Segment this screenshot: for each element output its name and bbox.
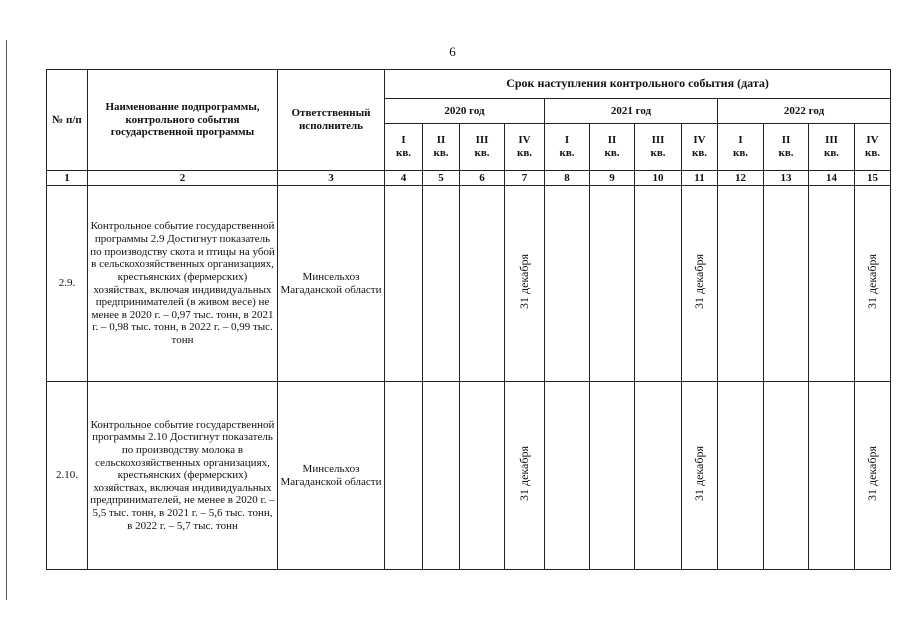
date-label: 31 декабря bbox=[516, 254, 531, 310]
date-cell-2022-q4 bbox=[855, 186, 891, 382]
column-number: 5 bbox=[423, 171, 460, 186]
empty-cell bbox=[545, 186, 590, 382]
empty-cell bbox=[460, 186, 505, 382]
empty-cell bbox=[635, 382, 682, 570]
empty-cell bbox=[809, 186, 855, 382]
quarter-header: III кв. bbox=[635, 124, 682, 171]
page-number: 6 bbox=[449, 44, 456, 59]
empty-cell bbox=[809, 382, 855, 570]
empty-cell bbox=[423, 186, 460, 382]
header-year-2020: 2020 год bbox=[385, 99, 545, 124]
table-row bbox=[47, 382, 891, 570]
event-description: Контрольное событие государственной программы 2.10 Достигнут показатель по производству молока в сельскохозяйственных организациях, крестьянских (фермерских) хозяйствах, включая индивидуальных предпринимателей, не менее в 2020 г. –5,5 тыс. тонн, в 2021 г. – 5,6 тыс. тонн, в 2022 г. – 5,7 тыс. тонн bbox=[88, 382, 278, 570]
header-responsible: Ответственный исполнитель bbox=[278, 70, 385, 171]
table-row bbox=[47, 186, 891, 382]
quarter-header: I кв. bbox=[718, 124, 764, 171]
date-label: 31 декабря bbox=[691, 446, 706, 502]
header-year-2021: 2021 год bbox=[545, 99, 718, 124]
quarter-header: II кв. bbox=[423, 124, 460, 171]
empty-cell bbox=[590, 382, 635, 570]
empty-cell bbox=[545, 382, 590, 570]
empty-cell bbox=[718, 382, 764, 570]
header-term: Срок наступления контрольного события (дата) bbox=[385, 70, 891, 99]
responsible-executor: Минсельхоз Магаданской области bbox=[278, 186, 385, 382]
empty-cell bbox=[764, 186, 809, 382]
header-name: Наименование подпрограммы, контрольного события государственной программы bbox=[88, 70, 278, 171]
date-label: 31 декабря bbox=[691, 254, 706, 310]
column-number: 12 bbox=[718, 171, 764, 186]
quarter-header: I кв. bbox=[545, 124, 590, 171]
empty-cell bbox=[385, 382, 423, 570]
column-number: 14 bbox=[809, 171, 855, 186]
date-cell-2022-q4 bbox=[855, 382, 891, 570]
empty-cell bbox=[590, 186, 635, 382]
responsible-executor: Минсельхоз Магаданской области bbox=[278, 382, 385, 570]
column-number: 15 bbox=[855, 171, 891, 186]
column-number: 13 bbox=[764, 171, 809, 186]
empty-cell bbox=[635, 186, 682, 382]
date-cell-2020-q4 bbox=[505, 382, 545, 570]
date-label: 31 декабря bbox=[516, 446, 531, 502]
quarter-header: IV кв. bbox=[682, 124, 718, 171]
date-cell-2021-q4 bbox=[682, 186, 718, 382]
column-number: 3 bbox=[278, 171, 385, 186]
empty-cell bbox=[460, 382, 505, 570]
column-number: 2 bbox=[88, 171, 278, 186]
column-number: 10 bbox=[635, 171, 682, 186]
quarter-header: III кв. bbox=[809, 124, 855, 171]
empty-cell bbox=[718, 186, 764, 382]
header-year-2022: 2022 год bbox=[718, 99, 891, 124]
date-label: 31 декабря bbox=[864, 254, 879, 310]
quarter-header: II кв. bbox=[590, 124, 635, 171]
column-number: 7 bbox=[505, 171, 545, 186]
column-number: 6 bbox=[460, 171, 505, 186]
column-number: 1 bbox=[47, 171, 88, 186]
row-number: 2.10. bbox=[47, 382, 88, 570]
column-number: 8 bbox=[545, 171, 590, 186]
header-num: № п/п bbox=[47, 70, 88, 171]
control-events-table bbox=[46, 69, 891, 570]
empty-cell bbox=[423, 382, 460, 570]
column-number: 9 bbox=[590, 171, 635, 186]
empty-cell bbox=[385, 186, 423, 382]
date-cell-2021-q4 bbox=[682, 382, 718, 570]
date-label: 31 декабря bbox=[864, 446, 879, 502]
quarter-header: II кв. bbox=[764, 124, 809, 171]
column-number: 4 bbox=[385, 171, 423, 186]
quarter-header: IV кв. bbox=[505, 124, 545, 171]
column-number-row bbox=[47, 171, 891, 186]
binder-edge-line bbox=[6, 40, 7, 600]
column-number: 11 bbox=[682, 171, 718, 186]
quarter-header: I кв. bbox=[385, 124, 423, 171]
empty-cell bbox=[764, 382, 809, 570]
row-number: 2.9. bbox=[47, 186, 88, 382]
quarter-header: IV кв. bbox=[855, 124, 891, 171]
quarter-header: III кв. bbox=[460, 124, 505, 171]
date-cell-2020-q4 bbox=[505, 186, 545, 382]
event-description: Контрольное событие государственной программы 2.9 Достигнут показатель по производству скота и птицы на убой в сельскохозяйственных организациях, крестьянских (фермерских) хозяйствах, включая индивидуальных предпринимателей (в живом весе) не менее в 2020 г. – 0,97 тыс. тонн, в 2021 г. – 0,98 тыс. тонн, в 2022 г. – 0,99 тыс. тонн bbox=[88, 186, 278, 382]
